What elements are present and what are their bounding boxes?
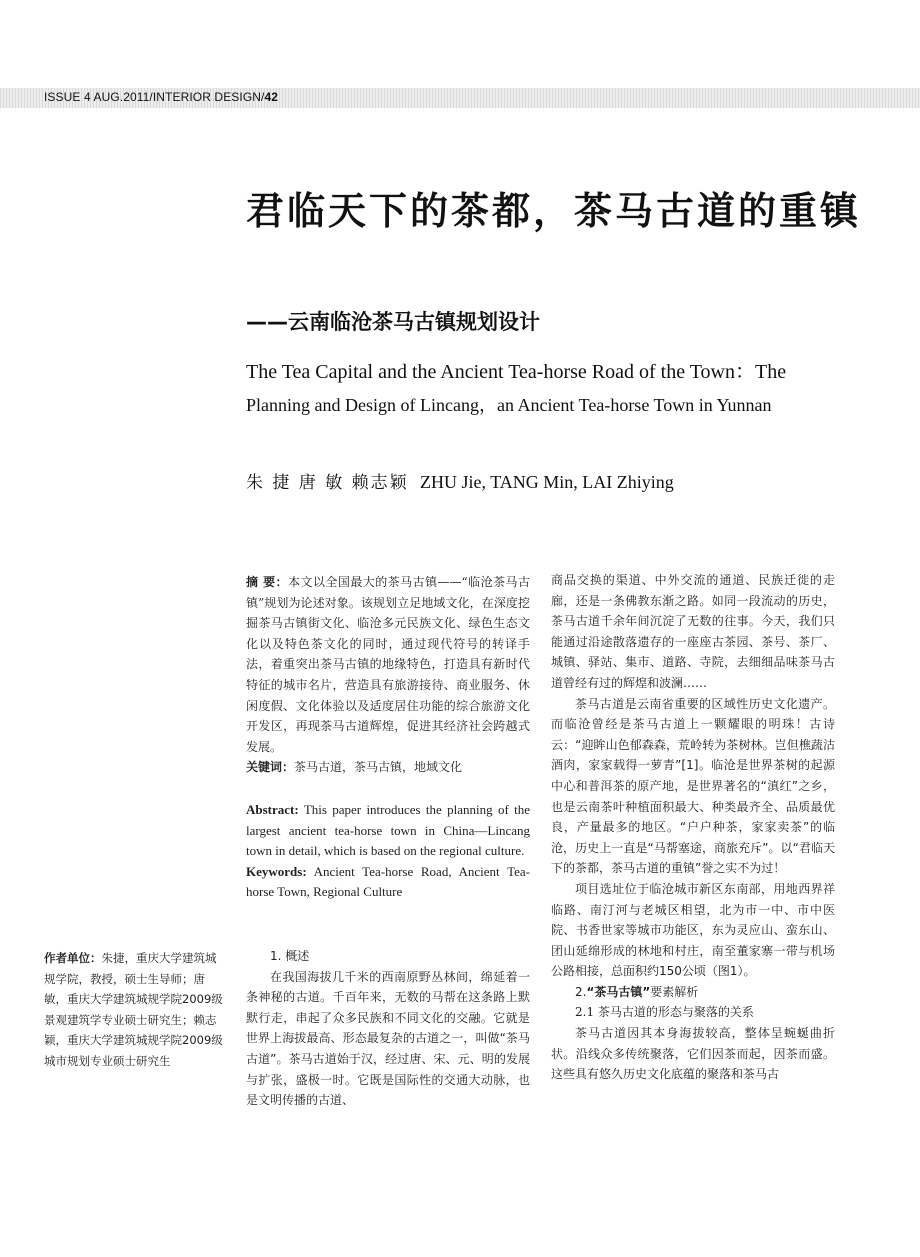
abstract-en-text: This paper introduces the planning of the largest ancient tea-horse town in China—Lincang town in detail, which is based on the regional culture. xyxy=(246,802,530,858)
paragraph-lincang: 茶马古道是云南省重要的区域性历史文化遗产。而临沧曾经是茶马古道上一颗耀眼的明珠！古诗云：“迎眸山色郁森森，荒岭转为茶树林。岂但樵蔬沽酒肉，家家载得一萝青”[1]。临沧是世界茶树的起源中心和普洱茶的原产地，是世界著名的“滇红”之乡，也是云南茶叶种植面积最大、种类最齐全、品质最优良，产量最多的地区。“户户种茶，家家卖茶”的临沧，历史上一直是“马帮塞途，商旅充斥”。以“君临天下的茶都，茶马古道的重镇”誉之实不为过！ xyxy=(551,696,835,876)
article-subtitle: ——云南临沧茶马古镇规划设计 xyxy=(246,310,540,334)
section-1-paragraph: 在我国海拔几千米的西南原野丛林间，绵延着一条神秘的古道。千百年来，无数的马帮在这条路上默默行走，串起了众多民族和不同文化的交融。它就是世界上海拔最高、形态最复杂的古道之一，叫做“茶马古道”。茶马古道始于汉，经过唐、宋、元、明的发展与扩张，盛极一时。它既是国际性的交通大动脉，也是文明传播的古道、 xyxy=(246,969,530,1108)
abstract-label: 摘 要： xyxy=(246,575,289,589)
keywords-text: 茶马古道，茶马古镇，地域文化 xyxy=(294,760,463,775)
section-2-1-heading: 2.1 茶马古道的形态与聚落的关系 xyxy=(575,1005,754,1020)
abstract-chinese xyxy=(246,572,530,778)
keywords-label: 关键词： xyxy=(246,760,295,775)
section-2-heading xyxy=(551,982,835,1003)
keywords-en-label: Keywords: xyxy=(246,863,307,879)
english-title-line-2: Planning and Design of Lincang，an Ancient Tea-horse Town in Yunnan xyxy=(246,395,772,415)
abstract-en-label: Abstract: xyxy=(246,802,299,817)
affiliation-text: 朱捷，重庆大学建筑城规学院，教授，硕士生导师；唐敏，重庆大学建筑城规学院2009级景观建筑学专业硕士研究生；赖志颖，重庆大学建筑城规学院2009级城市规划专业硕士研究生 xyxy=(44,951,223,1068)
body-column-right xyxy=(551,570,835,1085)
abstract-english xyxy=(246,800,530,903)
body-column-left xyxy=(246,946,530,1111)
affiliation-label: 作者单位： xyxy=(44,951,102,965)
english-title-line-1: The Tea Capital and the Ancient Tea-horse Road of the Town：The xyxy=(246,361,787,383)
article-title: 君临天下的茶都，茶马古道的重镇 xyxy=(246,189,862,233)
running-header xyxy=(44,90,278,104)
section-2-number: 2. xyxy=(575,984,587,999)
paragraph-continued: 商品交换的渠道、中外交流的通道、民族迁徙的走廊，还是一条佛教东渐之路。如同一段流动的历史，茶马古道千余年间沉淀了无数的往事。今天，我们只能通过沿途散落遗存的一座座古茶园、茶号、茶厂、城镇、驿站、集市、道路、寺院，去细细品味茶马古道曾经有过的辉煌和波澜…… xyxy=(551,573,835,690)
section-2-bold: “茶马古镇” xyxy=(586,984,651,999)
section-2-1-paragraph: 茶马古道因其本身海拔较高，整体呈蜿蜒曲折状。沿线众多传统聚落，它们因茶而起，因茶而盛。这些具有悠久历史文化底蕴的聚落和茶马古 xyxy=(551,1026,835,1082)
issue-line: ISSUE 4 AUG.2011/INTERIOR DESIGN/ xyxy=(44,90,265,104)
section-2-rest: 要素解析 xyxy=(650,984,699,999)
english-title xyxy=(246,356,846,422)
authors-english: ZHU Jie, TANG Min, LAI Zhiying xyxy=(420,472,674,492)
abstract-text: 本文以全国最大的茶马古镇——“临沧茶马古镇”规划为论述对象。该规划立足地域文化，在深度挖掘茶马古镇街文化、临沧多元民族文化、绿色生态文化以及特色茶文化的同时，通过现代符号的转译手法，着重突出茶马古镇的地缘特色，打造具有新时代特征的城市名片，营造具有旅游接待、商业服务、休闲度假、文化体验以及适度居住功能的综合旅游文化开发区，再现茶马古道辉煌，促进其经济社会跨越式发展。 xyxy=(246,575,530,754)
authors-chinese: 朱 捷 唐 敏 赖志颖 xyxy=(246,473,409,493)
author-line xyxy=(246,468,674,493)
author-affiliation xyxy=(44,948,226,1071)
paragraph-site: 项目选址位于临沧城市新区东南部，用地西界祥临路、南汀河与老城区相望，北为市一中、市中医院、书香世家等城市功能区，东为灵应山、蛮东山、团山延绵形成的林地和村庄，南至董家寨一带与机场公路相接，总面积约150公顷（图1）。 xyxy=(551,881,835,979)
page-number: 42 xyxy=(264,90,279,104)
section-1-heading: 1. 概述 xyxy=(270,949,310,963)
keywords-en-text: Ancient Tea-horse Road, Ancient Tea-horse Town, Regional Culture xyxy=(246,863,530,899)
